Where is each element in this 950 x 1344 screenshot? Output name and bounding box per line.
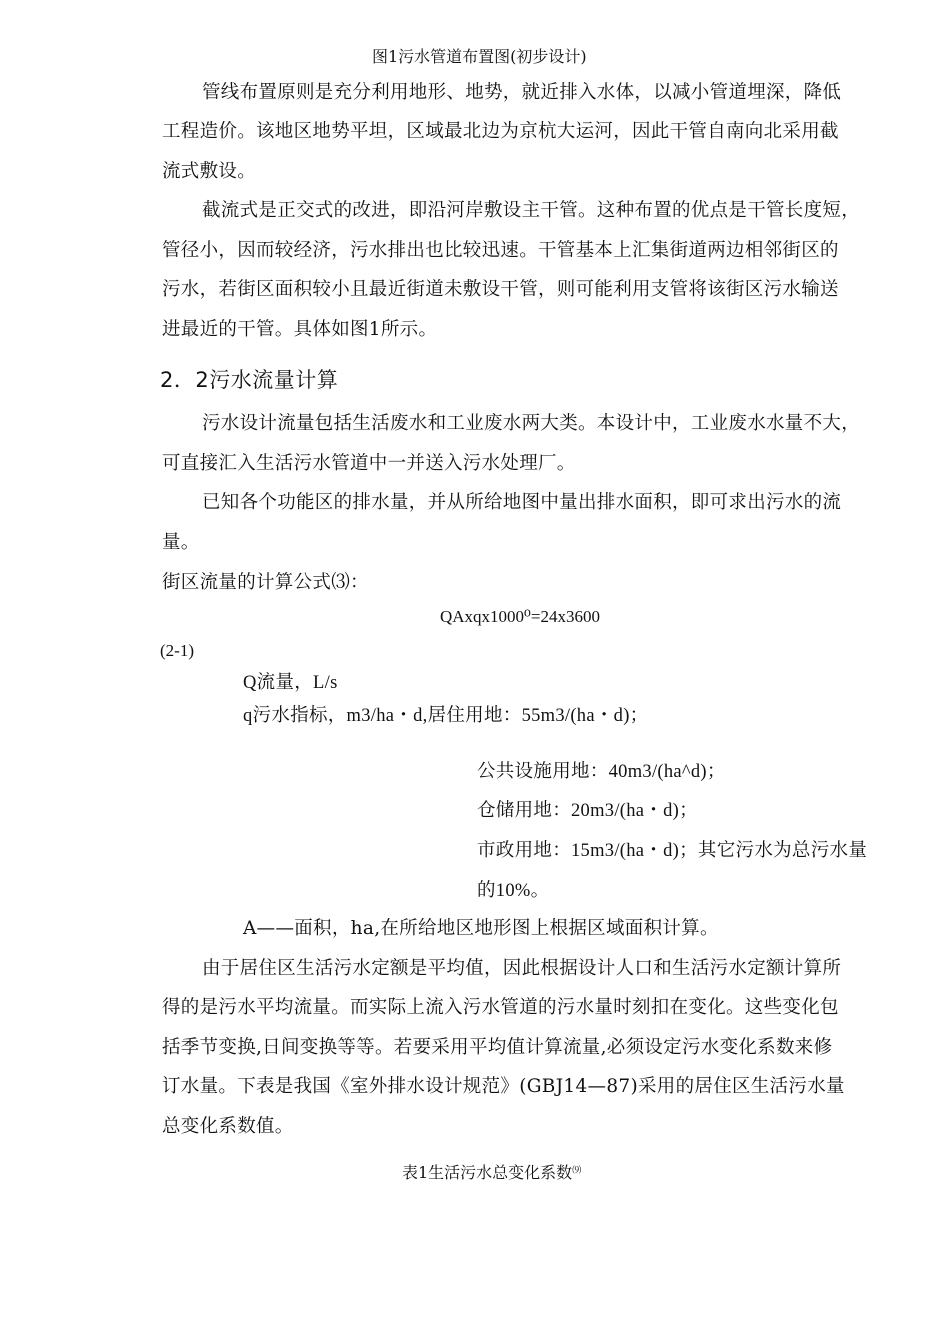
paragraph-line: 由于居住区生活污水定额是平均值，因此根据设计人口和生活污水定额计算所 bbox=[202, 958, 842, 979]
paragraph-line: 工程造价。该地区地势平坦，区域最北边为京杭大运河，因此干管自南向北采用截 bbox=[162, 121, 839, 142]
definition-municipal-land: 市政用地：15m3/(ha・d)；其它污水为总污水量 bbox=[477, 841, 868, 861]
paragraph-line: 污水设计流量包括生活废水和工业废水两大类。本设计中，工业废水水量不大， bbox=[202, 413, 861, 434]
equation-number: (2-1) bbox=[160, 641, 194, 660]
definition-area: A——面积，ha,在所给地区地形图上根据区域面积计算。 bbox=[243, 918, 719, 939]
definition-q-flow: Q流量，L/s bbox=[243, 673, 338, 693]
definition-q-index: q污水指标，m3/ha・d,居住用地：55m3/(ha・d)； bbox=[243, 706, 649, 726]
paragraph-line: 总变化系数值。 bbox=[162, 1116, 294, 1137]
paragraph-line: 已知各个功能区的排水量，并从所给地图中量出排水面积，即可求出污水的流 bbox=[202, 492, 842, 513]
paragraph-line: 括季节变换,日间变换等等。若要采用平均值计算流量,必须设定污水变化系数来修 bbox=[162, 1037, 833, 1058]
formula: QAxqx1000⁰=24x3600 bbox=[440, 607, 600, 626]
definition-public-land: 公共设施用地：40m3/(ha^d)； bbox=[477, 762, 726, 782]
formula-intro: 街区流量的计算公式⑶： bbox=[162, 572, 369, 593]
paragraph-line: 污水，若街区面积较小且最近街道未敷设干管，则可能利用支管将该街区污水输送 bbox=[162, 279, 839, 300]
figure-caption: 图1污水管道布置图(初步设计) bbox=[372, 47, 587, 66]
definition-storage-land: 仓储用地：20m3/(ha・d)； bbox=[477, 801, 698, 821]
paragraph-line: 可直接汇入生活污水管道中一并送入污水处理厂。 bbox=[162, 453, 576, 474]
paragraph-line: 截流式是正交式的改进，即沿河岸敷设主干管。这种布置的优点是干管长度短， bbox=[202, 200, 861, 221]
table-caption-text: 表1生活污水总变化系数 bbox=[402, 1163, 573, 1182]
section-heading: 2．2污水流量计算 bbox=[160, 368, 339, 392]
paragraph-line: 进最近的干管。具体如图1所示。 bbox=[162, 319, 438, 340]
paragraph-line: 订水量。下表是我国《室外排水设计规范》(GBJ14—87)采用的居住区生活污水量 bbox=[162, 1076, 845, 1097]
paragraph-line: 得的是污水平均流量。而实际上流入污水管道的污水量时刻扣在变化。这些变化包 bbox=[162, 997, 839, 1018]
definition-other: 的10%。 bbox=[477, 881, 550, 901]
paragraph-line: 量。 bbox=[162, 532, 200, 553]
table-caption bbox=[402, 1160, 581, 1183]
paragraph-line: 管线布置原则是充分利用地形、地势，就近排入水体，以减小管道埋深，降低 bbox=[202, 82, 842, 103]
paragraph-line: 流式敷设。 bbox=[162, 161, 257, 182]
citation-mark: ⑼ bbox=[572, 1166, 582, 1176]
paragraph-line: 管径小，因而较经济，污水排出也比较迅速。干管基本上汇集街道两边相邻街区的 bbox=[162, 240, 839, 261]
